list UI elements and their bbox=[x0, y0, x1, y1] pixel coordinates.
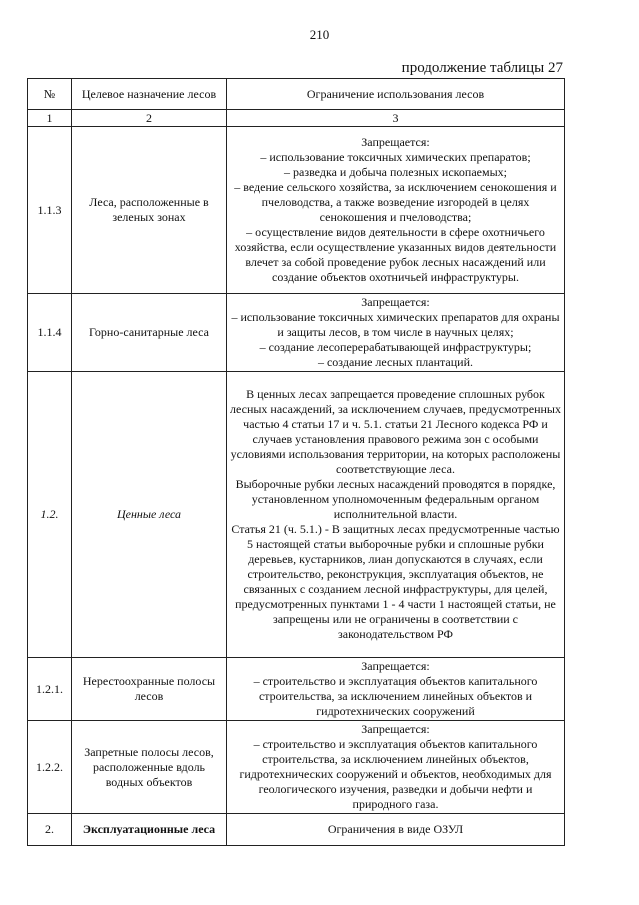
restriction-line: – разведка и добыча полезных ископаемых; bbox=[284, 165, 507, 179]
restriction-line: – осуществление видов деятельности в сфере охотничьего хозяйства, если осуществление указанных видов деятельности влечет за собой проведение рубок лесных насаждений или создание объектов охотничьей инфраструктуры. bbox=[234, 225, 557, 284]
row-purpose: Леса, расположенные в зеленых зонах bbox=[72, 127, 227, 294]
column-number-1: 1 bbox=[28, 110, 72, 127]
restriction-line: – использование токсичных химических препаратов для охраны и защиты лесов, в том числе в научных целях; bbox=[231, 310, 560, 339]
table-row bbox=[28, 372, 565, 658]
table-row bbox=[28, 294, 565, 372]
restriction-line: – создание лесных плантаций. bbox=[317, 355, 473, 369]
row-number: 1.2.1. bbox=[28, 658, 72, 721]
restriction-line: Ограничения в виде ОЗУЛ bbox=[327, 822, 464, 836]
row-purpose: Горно-санитарные леса bbox=[72, 294, 227, 372]
column-number-row bbox=[28, 110, 565, 127]
restriction-line: – строительство и эксплуатация объектов капитального строительства, за исключением линейных объектов и гидротехнических сооружений bbox=[253, 674, 538, 718]
row-purpose: Ценные леса bbox=[72, 372, 227, 658]
table-row bbox=[28, 721, 565, 814]
row-restriction bbox=[227, 294, 565, 372]
row-restriction bbox=[227, 814, 565, 846]
table-row bbox=[28, 127, 565, 294]
restriction-paragraph: Статья 21 (ч. 5.1.) - В защитных лесах предусмотренные частью 5 настоящей статьи выборочные рубки и сплошные рубки деревьев, кустарников, лиан допускаются в случаях, если строительство, реконструкция, эксплуатация объектов, не связанных с созданием лесной инфраструктуры, для целей, предусмотренных пунктами 1 - 4 части 1 настоящей статьи, не запрещены или не ограничены в соответствии с законодательством РФ bbox=[231, 522, 560, 641]
page-number: 210 bbox=[309, 27, 330, 42]
header-number: № bbox=[28, 79, 72, 110]
header-purpose: Целевое назначение лесов bbox=[72, 79, 227, 110]
table-row bbox=[28, 814, 565, 846]
row-number: 1.2. bbox=[28, 372, 72, 658]
row-number: 1.1.4 bbox=[28, 294, 72, 372]
row-restriction bbox=[227, 127, 565, 294]
row-number: 1.2.2. bbox=[28, 721, 72, 814]
restriction-paragraph: Выборочные рубки лесных насаждений проводятся в порядке, установленном уполномоченным федеральным органом исполнительной власти. bbox=[235, 477, 556, 521]
row-purpose: Нерестоохранные полосы лесов bbox=[72, 658, 227, 721]
restriction-line: – использование токсичных химических препаратов; bbox=[260, 150, 531, 164]
restriction-line: Запрещается: bbox=[361, 295, 430, 309]
restriction-paragraph: В ценных лесах запрещается проведение сплошных рубок лесных насаждений, за исключением случаев, предусмотренных частью 4 статьи 17 и ч. 5.1. статьи 21 Лесного кодекса РФ и случаев установления правового режима зон с особыми условиями использования территории, на которых расположены соответствующие леса. bbox=[230, 387, 561, 476]
forest-restrictions-table bbox=[27, 78, 565, 846]
row-purpose: Запретные полосы лесов, расположенные вдоль водных объектов bbox=[72, 721, 227, 814]
restriction-line: Запрещается: bbox=[361, 659, 430, 673]
restriction-line: Запрещается: bbox=[361, 135, 430, 149]
restriction-line: Запрещается: bbox=[361, 722, 430, 736]
table-row bbox=[28, 658, 565, 721]
table-caption: продолжение таблицы 27 bbox=[401, 60, 563, 76]
restriction-line: – ведение сельского хозяйства, за исключением сенокошения и пчеловодства, а также возведение изгородей в целях сенокошения и пчеловодства; bbox=[234, 180, 557, 224]
row-restriction bbox=[227, 372, 565, 658]
table-header-row bbox=[28, 79, 565, 110]
row-restriction bbox=[227, 658, 565, 721]
row-restriction bbox=[227, 721, 565, 814]
row-purpose: Эксплуатационные леса bbox=[72, 814, 227, 846]
restriction-line: – строительство и эксплуатация объектов капитального строительства, за исключением линейных объектов, гидротехнических сооружений и объектов, необходимых для геологического изучения, разведки и добычи нефти и природного газа. bbox=[239, 737, 552, 811]
row-number: 2. bbox=[28, 814, 72, 846]
column-number-3: 3 bbox=[227, 110, 565, 127]
header-restriction: Ограничение использования лесов bbox=[227, 79, 565, 110]
restriction-line: – создание лесоперерабатывающей инфраструктуры; bbox=[259, 340, 532, 354]
column-number-2: 2 bbox=[72, 110, 227, 127]
row-number: 1.1.3 bbox=[28, 127, 72, 294]
